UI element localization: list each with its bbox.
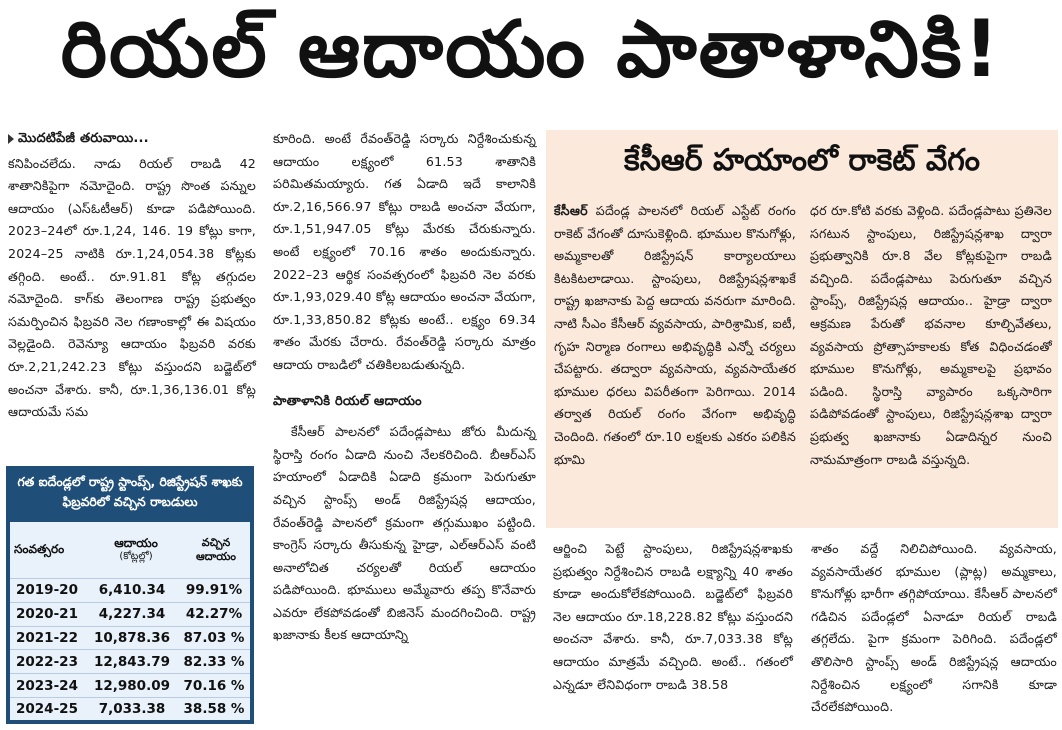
row-amount: 7,033.38 — [98, 701, 166, 718]
panel-text-2: ధర రూ.కోటి వరకు వెళ్లింది. పదేండ్లపాటు ప్రతినెల సగటున స్టాంపులు, రిజిస్ట్రేషన్లశాఖ ద్వారా ప్రభుత్వానికి రూ.8 వేల కోట్లకుపైగా రాబడి వచ్చింది. పదేండ్లపాటు పెరుగుతూ వచ్చిన స్టాంప్స్, రిజిస్ట్రేషన్ల ఆదాయం.. హైడ్రా ద్వారా ఆక్రమణ పేరుతో భవనాల కూల్చివేతలు, వ్యవసాయ ప్రోత్సాహకాలకు కోత విధించడంతో భూముల కొనుగోళ్లు, అమ్మకాలపై ప్రభావం పడింది. స్థిరాస్తి వ్యాపారం ఒక్కసారిగా పడిపోవడంతో స్టాంపులు, రిజిస్ట్రేషన్లశాఖ ద్వారా ప్రభుత్వ ఖజానాకు ఏడాదిన్నర నుంచి నామమాత్రంగా రాబడి వస్తున్నది. — [810, 203, 1052, 467]
revenue-table — [10, 522, 250, 720]
column-4 — [811, 538, 1057, 719]
table-row — [10, 673, 250, 697]
table-row — [10, 697, 250, 721]
continued-label-text: మొదటిపేజీ తరువాయి... — [18, 131, 149, 146]
headline: రియల్ ఆదాయం పాతాళానికి! — [60, 4, 1002, 95]
continued-label — [8, 128, 256, 151]
column-3-text: ఆర్జించి పెట్టే స్టాంపులు, రిజిస్ట్రేషన్లశాఖకు ప్రభుత్వం నిర్దేశించిన రాబడి లక్ష్యాన్ని 40 శాతం కూడా అందుకోలేకపోయింది. బడ్జెట్‌లో ఫిబ్రవరి నెల ఆదాయం రూ.18,228.82 కోట్లు వస్తుందని అంచనా వేశారు. కానీ, రూ.7,033.38 కోట్ల ఆదాయం మాత్రమే వచ్చింది. అంటే.. గతంలో ఎన్నడూ లేనివిధంగా రాబడి 38.58 — [553, 541, 793, 692]
row-year: 2023-24 — [16, 677, 78, 694]
column-1 — [8, 128, 256, 424]
column-2-text-2: కేసీఆర్ పాలనలో పదేండ్లపాటు జోరు మీదున్న స్థిరాస్తి రంగం ఏడాది నుంచి నేలకరిచింది. బీఆర్ఎస్ హయాంలో ఏడాదికి ఏడాది క్రమంగా పెరుగుతూ వచ్చిన స్టాంప్స్ అండ్ రిజిస్ట్రేషన్ల ఆదాయం, రేవంత్‌రెడ్డి పాలనలో క్రమంగా తగ్గుముఖం పట్టింది. కాంగ్రెస్ సర్కారు తీసుకున్న హైడ్రా, ఎల్ఆర్ఎస్ వంటి అనాలోచిత చర్యలతో రియల్ ఆదాయం పడిపోయింది. భూములు అమ్మేవారు తప్ప కొనేవారు ఎవరూ లేకపోవడంతో బిజినెస్ మందగించింది. రాష్ట్ర ఖజానాకు కీలక ఆదాయాన్ని — [273, 424, 536, 643]
panel-column-2 — [810, 200, 1052, 471]
column-2-text-1: కూరింది. అంటే రేవంత్‌రెడ్డి సర్కారు నిర్దేశించుకున్న ఆదాయం లక్ష్యంలో 61.53 శాతానికి పరిమితమయ్యారు. గత ఏడాది ఇదే కాలానికి రూ.2,16,566.97 కోట్లు రాబడి అంచనా వేయగా, రూ.1,51,947.05 కోట్లు మేరకు చేరుకున్నారు. అంటే లక్ష్యంలో 70.16 శాతం అందుకున్నారు. 2022–23 ఆర్థిక సంవత్సరంలో ఫిబ్రవరి నెల వరకు రూ.1,93,029.40 కోట్ల ఆదాయం అంచనా వేయగా, రూ.1,33,850.82 కోట్లకు అంటే.. లక్ష్యం 69.34 శాతం మేరకు చేరారు. రేవంత్‌రెడ్డి సర్కారు మాత్రం ఆదాయ రాబడిలో చతికిలబడుతున్నది. — [273, 131, 536, 372]
row-amount: 4,227.34 — [98, 606, 166, 623]
panel-lead-word: కేసీఆర్ — [554, 203, 588, 218]
column-3 — [553, 538, 793, 696]
row-year: 2024-25 — [16, 701, 78, 718]
column-2 — [273, 128, 536, 647]
table-row — [10, 602, 250, 626]
panel-title: కేసీఆర్ హయాంలో రాకెట్ వేగం — [624, 143, 980, 178]
table-header-row — [10, 522, 250, 578]
column-2-subhead: పాతాళానికి రియల్ ఆదాయం — [273, 393, 422, 409]
panel-column-1 — [554, 200, 796, 471]
header-received: వచ్చిన ఆదాయం — [196, 536, 236, 563]
row-percent: 99.91% — [185, 582, 243, 599]
row-year: 2022-23 — [16, 653, 78, 670]
row-percent: 70.16 % — [183, 677, 245, 694]
row-percent: 38.58 % — [183, 701, 245, 718]
row-percent: 87.03 % — [183, 629, 245, 646]
row-year: 2021-22 — [16, 629, 78, 646]
header-revenue-unit: (కోట్లల్లో) — [119, 551, 153, 562]
row-amount: 12,980.09 — [93, 677, 170, 694]
revenue-table-box — [6, 466, 254, 724]
table-row — [10, 626, 250, 650]
row-amount: 10,878.36 — [93, 629, 170, 646]
row-percent: 82.33 % — [183, 653, 245, 670]
row-amount: 12,843.79 — [93, 653, 170, 670]
header-revenue — [90, 536, 182, 564]
table-row — [10, 578, 250, 602]
column-1-text: కనిపించలేదు. నాడు రియల్ రాబడి 42 శాతానికిపైగా నమోదైంది. రాష్ట్ర సొంత పన్నుల ఆదాయం (ఎస్ఓటీఆర్) కూడా పడిపోయింది. 2023–24లో రూ.1,24, 146. 19 కోట్లు కాగా, 2024–25 నాటికి రూ.1,24,054.38 కోట్లకు తగ్గింది. అంటే.. రూ.91.81 కోట్ల తగ్గుదల నమోదైంది. కాగ్‌కు తెలంగాణ రాష్ట్ర ప్రభుత్వం సమర్పించిన ఫిబ్రవరి నెల గణాంకాల్లో ఈ విషయం వెల్లడైంది. రెవెన్యూ ఆదాయం ఫిబ్రవరి వరకు రూ.2,21,242.23 కోట్లు వస్తుందని బడ్జెట్‌లో అంచనా వేశారు. కానీ, రూ.1,36,136.01 కోట్ల ఆదాయమే సమ — [8, 155, 256, 420]
row-amount: 6,410.34 — [98, 582, 166, 599]
triangle-bullet-icon — [8, 134, 14, 144]
header-year: సంవత్సరం — [14, 541, 65, 556]
table-row — [10, 649, 250, 673]
row-percent: 42.27% — [185, 606, 243, 623]
column-4-text: శాతం వద్దే నిలిచిపోయింది. వ్యవసాయ, వ్యవసాయేతర భూముల (ప్లాట్ల) అమ్మకాలు, కొనుగోళ్లు భారీగా తగ్గిపోయాయి. కేసీఆర్ పాలనలో గడిచిన పదేండ్లలో ఏనాడూ రియల్ రాబడి తగ్గలేదు. పైగా క్రమంగా పెరిగింది. పదేండ్లలో తొలిసారి స్టాంప్స్ అండ్ రిజిస్ట్రేషన్ల ఆదాయం నిర్దేశించిన లక్ష్యంలో సగానికి కూడా చేరలేకపోయింది. — [811, 541, 1057, 715]
row-year: 2020-21 — [16, 606, 78, 623]
panel-text-1: పదేండ్ల పాలనలో రియల్ ఎస్టేట్ రంగం రాకెట్ వేగంతో దూసుకెళ్లింది. భూముల కొనుగోళ్లు, అమ్మకాలతో రిజిస్ట్రేషన్ కార్యాలయాలు కిటకిటలాడాయి. స్టాంపులు, రిజిస్ట్రేషన్లశాఖకే రాష్ట్ర ఖజానాకు పెద్ద ఆదాయ వనరుగా మారింది. నాటి సీఎం కేసీఆర్ వ్యవసాయ, పారిశ్రామిక, ఐటీ, గృహ నిర్మాణ రంగాలు అభివృద్ధికి ఎన్నో చర్యలు చేపట్టారు. తద్వారా వ్యవసాయ, వ్యవసాయేతర భూముల ధరలు విపరీతంగా పెరిగాయి. 2014 తర్వాత రియల్ రంగం వేగంగా అభివృద్ధి చెందింది. గతంలో రూ.10 లక్షలకు ఎకరం పలికిన భూమి — [554, 203, 796, 467]
kcr-era-panel — [546, 130, 1058, 528]
table-title: గత ఐదేండ్లలో రాష్ట్ర స్టాంప్స్, రిజిస్ట్రేషన్ శాఖకు ఫిబ్రవరిలో వచ్చిన రాబడులు — [17, 474, 243, 509]
header-revenue-label: ఆదాయం — [114, 536, 158, 550]
row-year: 2019-20 — [16, 582, 78, 599]
